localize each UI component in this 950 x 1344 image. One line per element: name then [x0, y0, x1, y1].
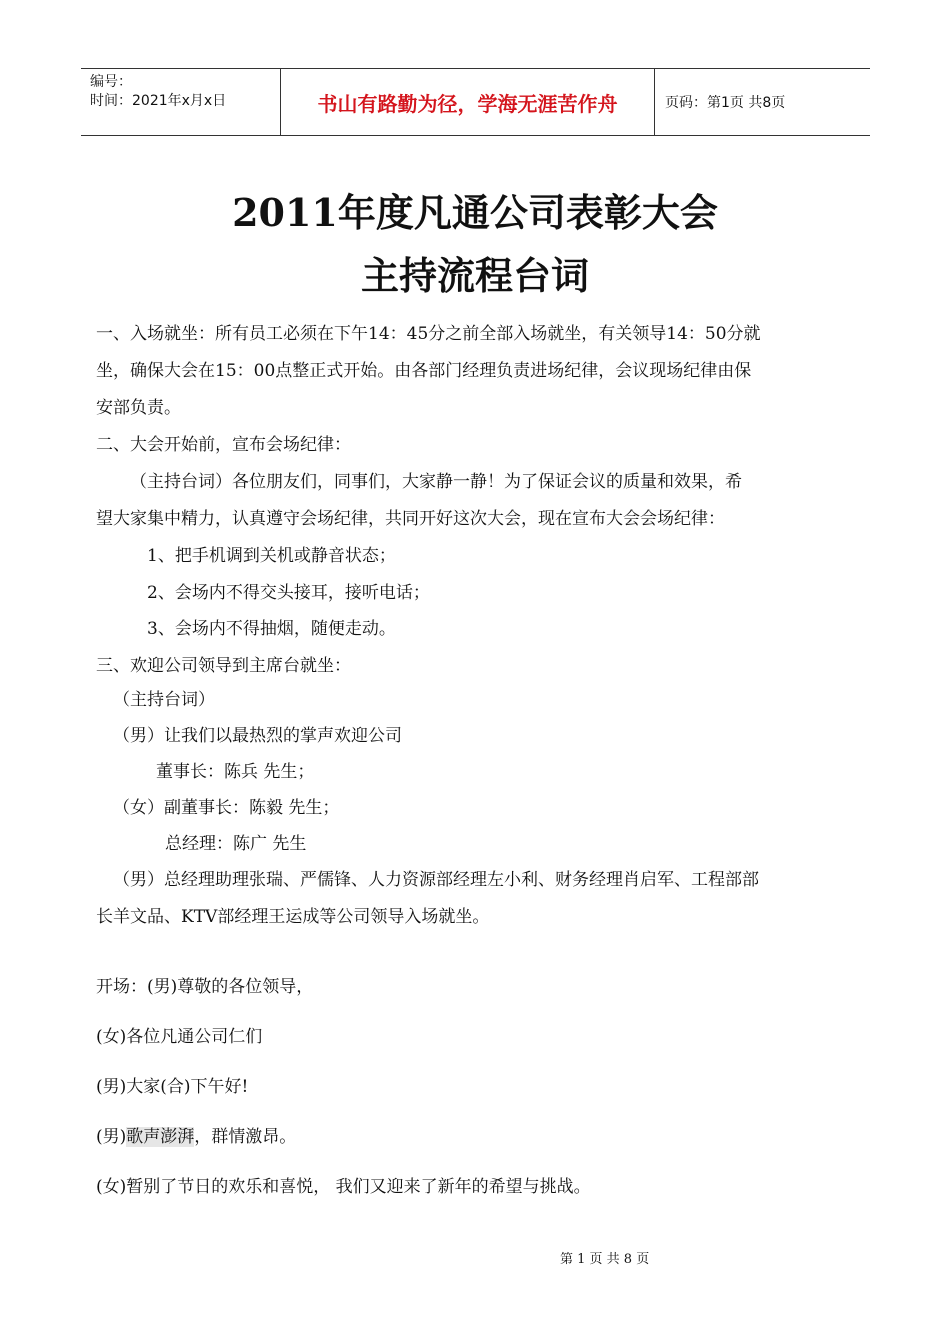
highlighted-phrase: 歌声澎湃: [126, 1127, 195, 1147]
section1-line3: 安部负责。: [96, 398, 181, 418]
opening-line-3: (男)大家(合)下午好!: [96, 1077, 249, 1097]
motto: 书山有路勤为径，学海无涯苦作舟: [281, 69, 655, 135]
title-line-2: 主持流程台词: [360, 253, 589, 298]
number-label: 编号：: [90, 74, 132, 90]
opening-line-4: [96, 1122, 296, 1147]
opening-line-4-suffix: ，群情激昂。: [194, 1127, 297, 1147]
section1-line2: 坐，确保大会在15：00点整正式开始。由各部门经理负责进场纪律，会议现场纪律由保: [96, 361, 752, 381]
rule-item-1: 1、把手机调到关机或静音状态；: [147, 546, 396, 566]
section3-heading: 三、欢迎公司领导到主席台就坐：: [96, 656, 351, 676]
header-left-cell: [81, 69, 281, 135]
opening-line-5: (女)暂别了节日的欢乐和喜悦， 我们又迎来了新年的希望与挑战。: [96, 1177, 591, 1197]
page-info: 页码：第1页 共8页: [665, 95, 786, 111]
rule-item-2: 2、会场内不得交头接耳，接听电话；: [147, 583, 430, 603]
section3-line-a: （主持台词）: [113, 690, 215, 710]
section3-line-f1: （男）总经理助理张瑞、严儒锋、人力资源部经理左小利、财务经理肖启军、工程部部: [113, 870, 759, 890]
opening-line-2: (女)各位凡通公司仁们: [96, 1027, 263, 1047]
header-table: [81, 68, 870, 136]
section3-line-d: （女）副董事长：陈毅 先生；: [113, 798, 340, 818]
section3-line-e: 总经理：陈广 先生: [165, 834, 307, 854]
page-footer: 第 1 页 共 8 页: [560, 1252, 650, 1267]
section3-line-f2: 长羊文品、KTV部经理王运成等公司领导入场就坐。: [96, 907, 490, 927]
title-line-1: 2011年度凡通公司表彰大会: [232, 190, 718, 235]
section2-para-line1: （主持台词）各位朋友们，同事们，大家静一静！为了保证会议的质量和效果，希: [130, 472, 742, 492]
section3-line-b: （男）让我们以最热烈的掌声欢迎公司: [113, 726, 402, 746]
opening-line-4-prefix: (男): [96, 1127, 127, 1147]
rule-item-3: 3、会场内不得抽烟，随便走动。: [147, 619, 396, 639]
section1-line1: 一、入场就坐：所有员工必须在下午14：45分之前全部入场就坐，有关领导14：50分就: [96, 324, 761, 344]
section2-para-line2: 望大家集中精力，认真遵守会场纪律，共同开好这次大会，现在宣布大会会场纪律：: [96, 509, 725, 529]
date-label: 时间：2021年x月x日: [90, 93, 227, 109]
section2-heading: 二、大会开始前，宣布会场纪律：: [96, 435, 351, 455]
section3-line-c: 董事长：陈兵 先生；: [156, 762, 315, 782]
opening-line-1: 开场：(男)尊敬的各位领导，: [96, 977, 314, 997]
